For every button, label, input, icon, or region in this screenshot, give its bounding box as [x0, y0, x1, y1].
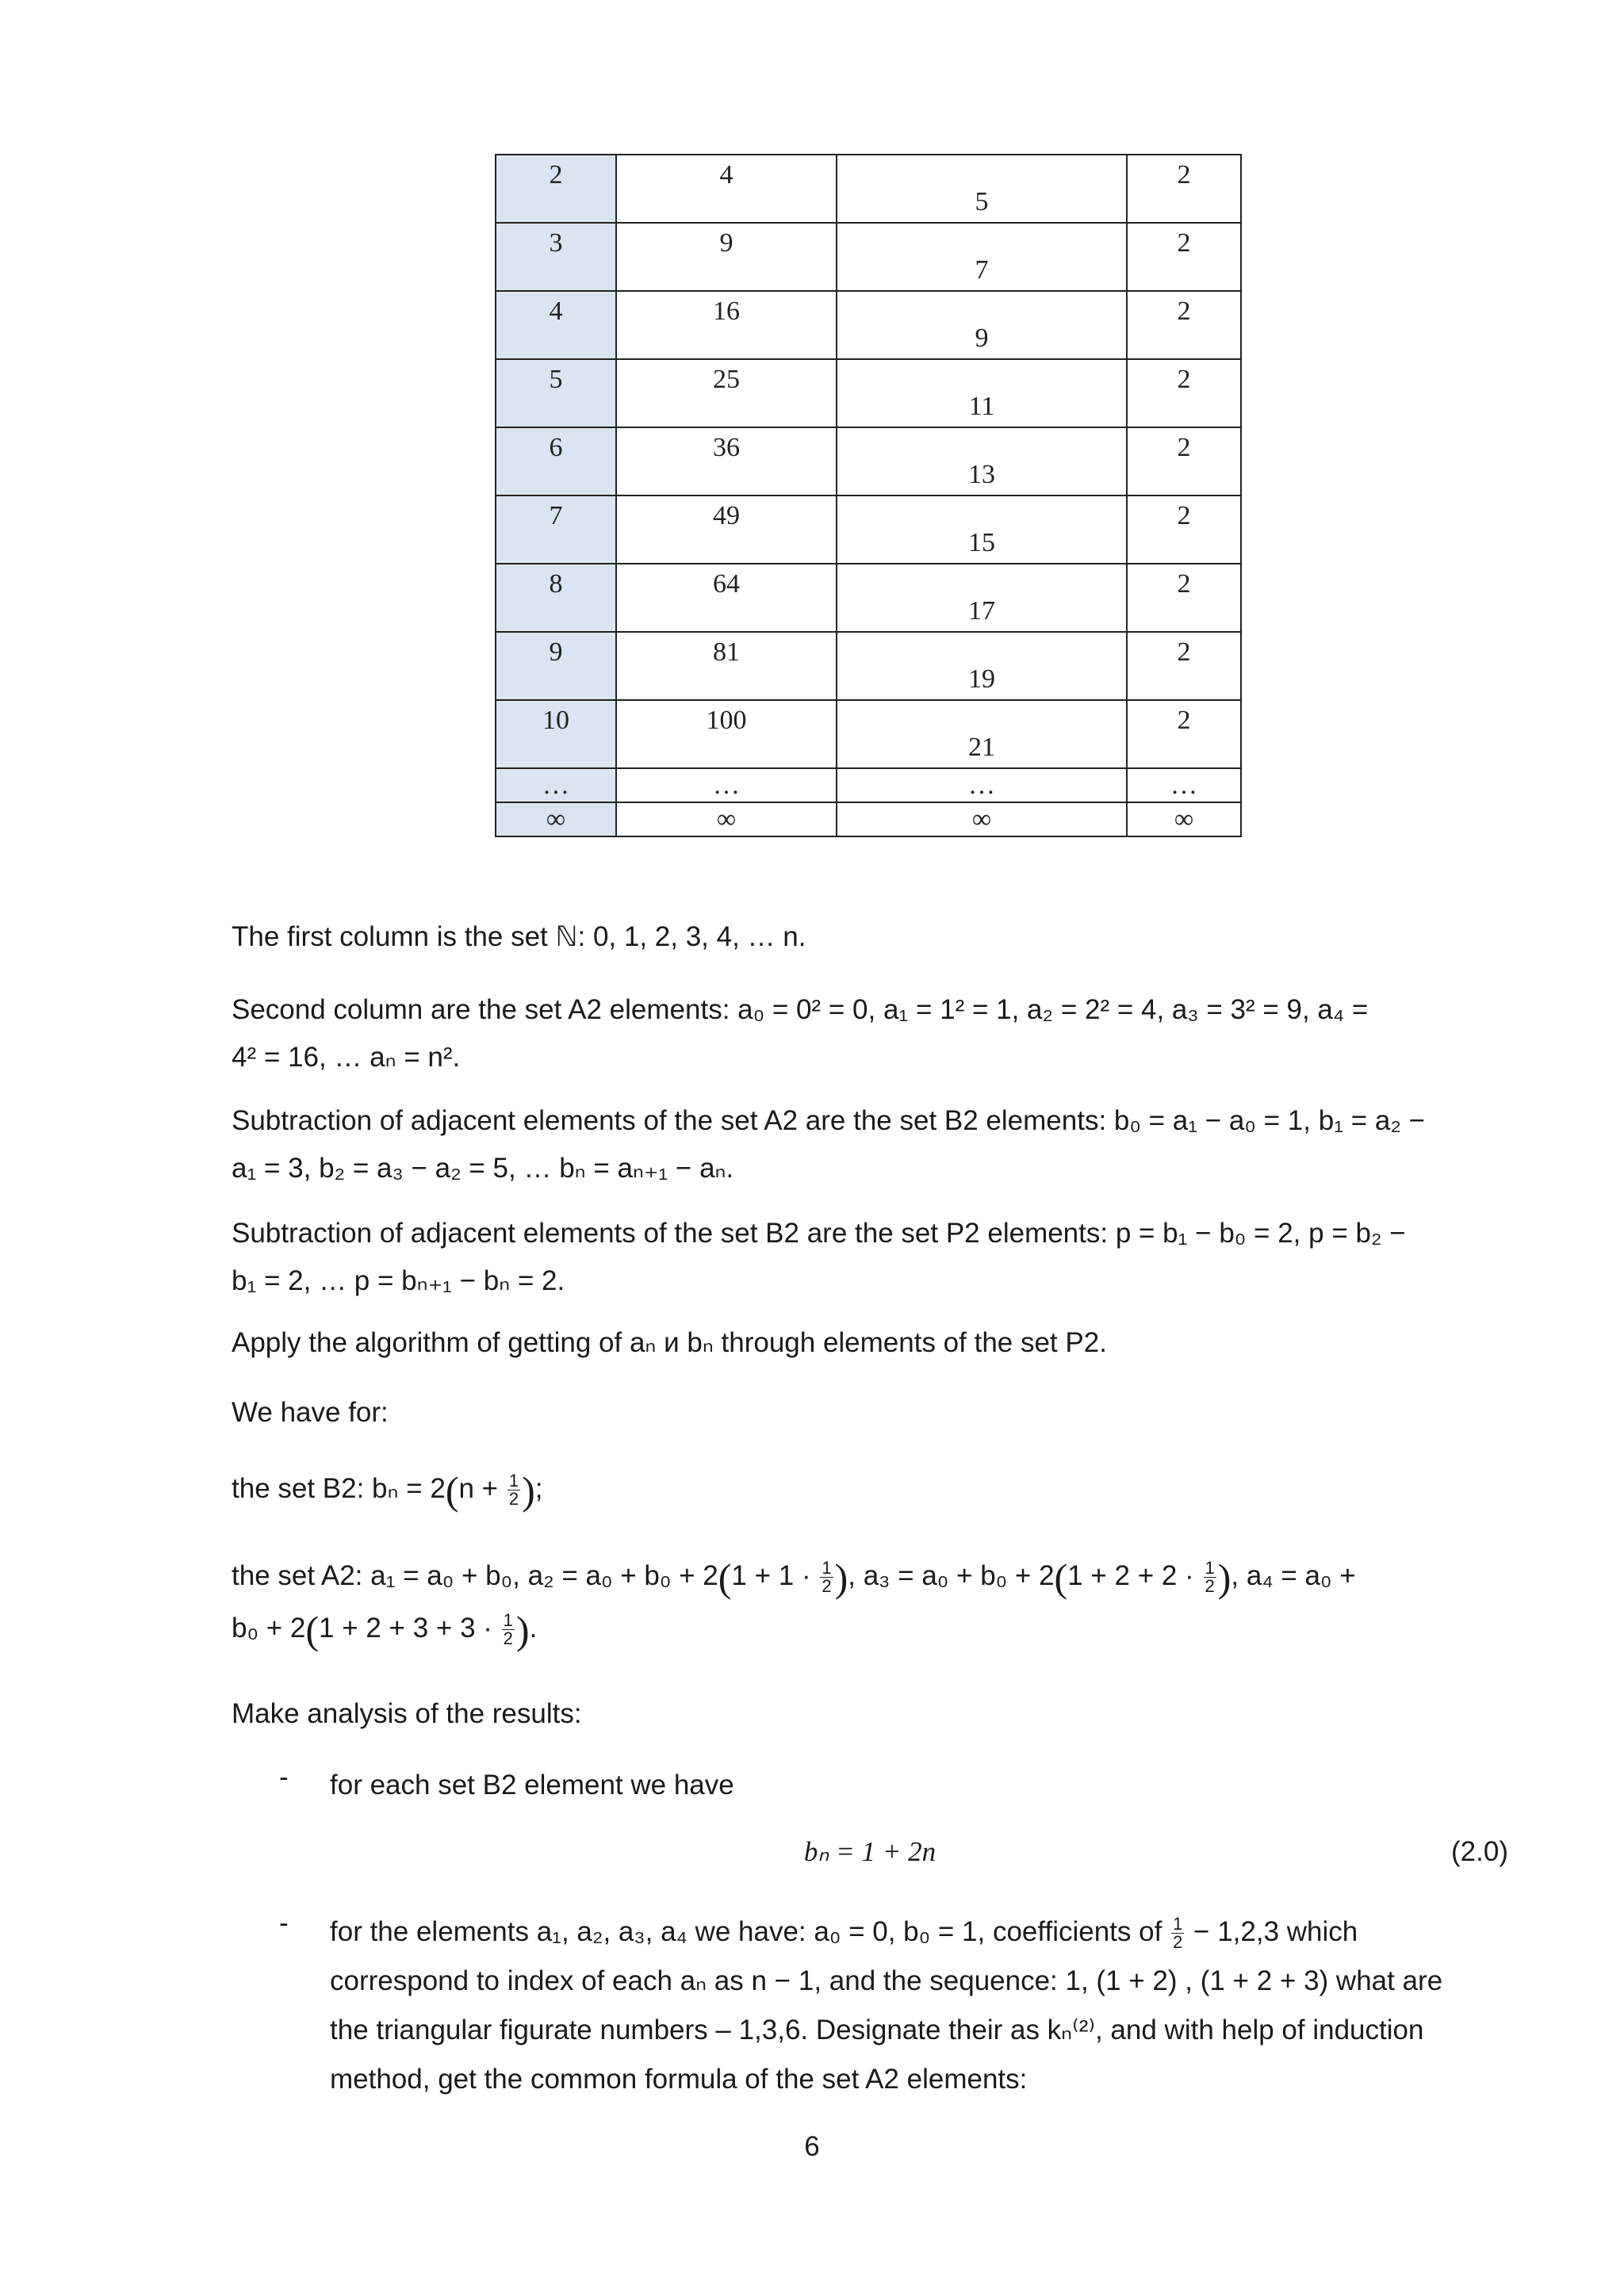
cell-value: 16: [713, 297, 740, 326]
table-cell: [1127, 700, 1241, 768]
table-cell: [837, 496, 1127, 564]
table-cell: [496, 564, 616, 632]
table-cell: [496, 496, 616, 564]
table-cell: [496, 632, 616, 700]
table-cell: [837, 223, 1127, 291]
cell-value: 2: [549, 160, 563, 189]
cell-value: 100: [706, 706, 747, 735]
bullet-dash: -: [279, 1908, 289, 1938]
cell-value: 17: [968, 596, 995, 626]
paragraph-set-b2: Subtraction of adjacent elements of the set A2 are the set B2 elements: b₀ = a₁ − a₀ = 1, b₁ = a₂ − a₁ = 3, b₂ = a₃ − a₂ = 5, … bₙ = aₙ₊₁ − aₙ.: [232, 1105, 1426, 1184]
bullet-dash: -: [279, 1762, 289, 1793]
table-cell: [616, 291, 837, 359]
table-cell: [496, 223, 616, 291]
table-cell: [616, 359, 837, 427]
table-cell: [1127, 496, 1241, 564]
cell-value: ∞: [1174, 805, 1194, 834]
table-row: [496, 223, 1241, 291]
table-row: [496, 291, 1241, 359]
table-cell: [1127, 291, 1241, 359]
table-cell: [1127, 632, 1241, 700]
fraction-one-half: $\frac{1}{2}$: [508, 1471, 519, 1510]
cell-value: 2: [1177, 433, 1191, 462]
cell-value: 9: [549, 637, 563, 667]
cell-value: 49: [713, 501, 740, 530]
bullet-coefficients: for the elements a₁, a₂, a₃, a₄ we have: a₀ = 0, b₀ = 1, coefficients of $\frac{1}{2}$ − 1,2,3 which correspond to index of each aₙ as n − 1, and the sequence: 1, (1 + 2) , (1 + 2 + 3) what are the triangular figurate numbers – 1,3,6. Designate their as kₙ⁽²⁾, and with help of induction method, get the common formula of the set A2 elements:: [330, 1914, 1443, 2095]
table-row: [496, 427, 1241, 496]
table-row: [496, 359, 1241, 427]
fraction-one-half: $\frac{1}{2}$: [1205, 1558, 1215, 1597]
table-cell: [616, 427, 837, 496]
cell-value: …: [713, 771, 740, 800]
table-cell: [496, 427, 616, 496]
fraction-one-half: $\frac{1}{2}$: [1173, 1914, 1183, 1953]
table-cell: [616, 564, 837, 632]
cell-value: ∞: [716, 805, 737, 834]
table-row: [496, 802, 1241, 836]
table-cell: [837, 564, 1127, 632]
table-cell: [496, 291, 616, 359]
cell-value: 15: [968, 528, 995, 557]
cell-value: 19: [968, 664, 995, 694]
table-cell: [1127, 564, 1241, 632]
table-cell: [837, 700, 1127, 768]
cell-value: 7: [975, 255, 989, 285]
paragraph-algorithm: Apply the algorithm of getting of aₙ и bₙ through elements of the set P2.: [232, 1327, 1107, 1358]
cell-value: 81: [713, 637, 740, 667]
cell-value: 4: [549, 297, 563, 326]
cell-value: 9: [975, 323, 989, 353]
table-cell: [1127, 427, 1241, 496]
cell-value: 21: [968, 733, 995, 762]
table-cell: [616, 496, 837, 564]
cell-value: 2: [1177, 160, 1191, 189]
table-cell: [1127, 768, 1241, 802]
table-cell: [1127, 802, 1241, 836]
table-row: [496, 564, 1241, 632]
cell-value: 11: [968, 392, 995, 421]
sequence-table: [495, 154, 1242, 837]
fraction-one-half: $\frac{1}{2}$: [822, 1558, 832, 1597]
table-cell: [616, 223, 837, 291]
table-row: [496, 768, 1241, 802]
table-cell: [1127, 155, 1241, 223]
cell-value: 2: [1177, 569, 1191, 599]
page-number: 6: [804, 2131, 820, 2162]
formula-set-b2: the set B2: bₙ = 2(n + $\frac{1}{2}$ );: [232, 1468, 543, 1513]
table-row: [496, 700, 1241, 768]
table-cell: [616, 700, 837, 768]
cell-value: 2: [1177, 501, 1191, 530]
paragraph-set-p2: Subtraction of adjacent elements of the set B2 are the set P2 elements: p = b₁ − b₀ = 2, p = b₂ − b₁ = 2, … p = bₙ₊₁ − bₙ = 2.: [232, 1218, 1406, 1296]
table-cell: [496, 768, 616, 802]
cell-value: 3: [549, 228, 563, 258]
cell-value: 10: [542, 706, 569, 735]
cell-value: ∞: [546, 805, 566, 834]
fraction-one-half: $\frac{1}{2}$: [503, 1610, 513, 1649]
table-cell: [616, 802, 837, 836]
cell-value: 25: [713, 365, 740, 394]
table-cell: [496, 155, 616, 223]
table-row: [496, 496, 1241, 564]
cell-value: 5: [975, 187, 989, 216]
table-cell: [837, 291, 1127, 359]
paragraph-analysis: Make analysis of the results:: [232, 1698, 582, 1729]
cell-value: …: [968, 771, 995, 800]
bullet-b2-element: for each set B2 element we have: [330, 1770, 734, 1800]
cell-value: ∞: [971, 805, 992, 834]
cell-value: 9: [719, 228, 733, 258]
table-cell: [496, 359, 616, 427]
table-cell: [837, 359, 1127, 427]
table-cell: [1127, 359, 1241, 427]
table-cell: [496, 700, 616, 768]
paragraph-natural-set: The first column is the set ℕ: 0, 1, 2, 3, 4, … n.: [232, 921, 806, 952]
table-cell: [496, 802, 616, 836]
cell-value: 64: [713, 569, 740, 599]
cell-value: 2: [1177, 365, 1191, 394]
table-cell: [616, 632, 837, 700]
formula-2-0: bₙ = 1 + 2n: [803, 1836, 936, 1867]
cell-value: 8: [549, 569, 563, 599]
cell-value: 4: [719, 160, 733, 189]
cell-value: 2: [1177, 297, 1191, 326]
table-row: [496, 155, 1241, 223]
cell-value: 7: [549, 501, 563, 530]
cell-value: 2: [1177, 228, 1191, 258]
cell-value: …: [1170, 771, 1197, 800]
formula-set-a2: the set A2: a₁ = a₀ + b₀, a₂ = a₀ + b₀ + 2(1 + 1 · $\frac{1}{2}$ ), a₃ = a₀ + b₀ + 2(1 + 2 + 2 · $\frac{1}{2}$ ), a₄ = a₀ + b₀ + 2(1 + 2 + 3 + 3 · $\frac{1}{2}$ ).: [232, 1555, 1356, 1652]
table-cell: [837, 768, 1127, 802]
table-cell: [837, 802, 1127, 836]
cell-value: 36: [713, 433, 740, 462]
cell-value: 6: [549, 433, 563, 462]
table-cell: [837, 427, 1127, 496]
table-row: [496, 632, 1241, 700]
table-cell: [1127, 223, 1241, 291]
paragraph-set-a2: Second column are the set A2 elements: a₀ = 0² = 0, a₁ = 1² = 1, a₂ = 2² = 4, a₃ = 3² = 9, a₄ = 4² = 16, … aₙ = n².: [232, 994, 1369, 1073]
paragraph-we-have: We have for:: [232, 1397, 389, 1428]
cell-value: 5: [549, 365, 563, 394]
table-cell: [837, 155, 1127, 223]
cell-value: 2: [1177, 706, 1191, 735]
table-cell: [616, 768, 837, 802]
table-cell: [837, 632, 1127, 700]
table-cell: [616, 155, 837, 223]
cell-value: 13: [968, 460, 995, 489]
cell-value: …: [542, 771, 569, 800]
equation-number: (2.0): [1451, 1836, 1508, 1867]
cell-value: 2: [1177, 637, 1191, 667]
